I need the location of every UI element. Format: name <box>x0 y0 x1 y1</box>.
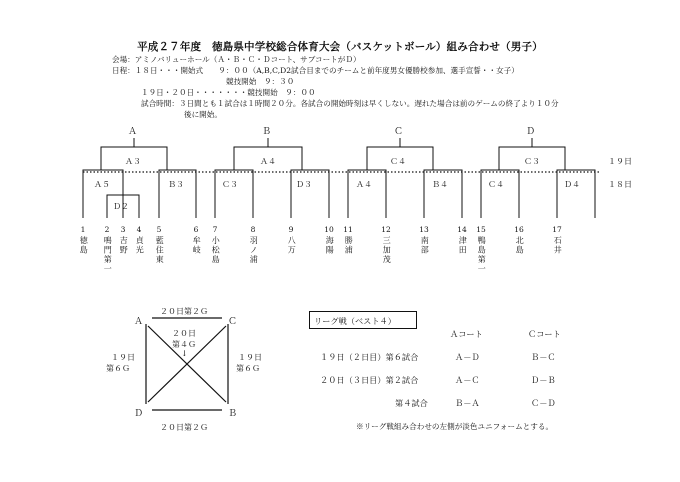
team-number: 7 <box>212 225 218 234</box>
schedule-line-3: １９日・２０日・・・・・・・競技開始 ９：００ <box>141 88 316 97</box>
league-bottom-label: ２０日第２Ｇ <box>160 423 208 432</box>
match-label-c4: Ｃ４ <box>390 157 406 166</box>
team-number: 4 <box>136 225 142 234</box>
day-label-18: １８日 <box>608 180 632 189</box>
row-2-c: Ｄ－Ｂ <box>531 375 556 385</box>
schedule-line-1: 日程：１８日・・・開始式 ９：００（A,B,C,D2試合目までのチームと前年度男女優勝校参加、選手宣誓・・女子） <box>112 66 519 75</box>
league-corner-a: Ａ <box>134 317 144 327</box>
row-3-c: Ｃ－Ｄ <box>531 398 556 408</box>
match-label-b3: Ｂ３ <box>168 180 184 189</box>
team-number: 13 <box>419 225 429 234</box>
team-number: 5 <box>156 225 162 234</box>
league-left-label-1: １９日 <box>111 353 135 362</box>
match-label-b4: Ｂ４ <box>432 180 448 189</box>
league-top-label: ２０日第２Ｇ <box>160 307 208 316</box>
block-label-a: Ａ <box>128 127 138 137</box>
team-name: 鴨島第一 <box>477 235 487 274</box>
match-label-a3: Ａ３ <box>125 157 141 166</box>
match-label-c3: Ｃ３ <box>524 157 540 166</box>
team-name: 羽ノ浦 <box>249 235 259 264</box>
league-corner-d: Ｄ <box>134 409 144 419</box>
page-title: 平成２７年度 徳島県中学校総合体育大会（バスケットボール）組み合わせ（男子） <box>137 41 543 53</box>
day-label-19: １９日 <box>608 157 632 166</box>
team-name: 南部 <box>420 235 430 255</box>
league-center-label-1: ２０日 <box>172 329 196 338</box>
team-name: 藍住東 <box>155 235 165 264</box>
team-name: 三加茂 <box>382 235 392 264</box>
block-label-b: Ｂ <box>262 127 272 137</box>
row-1-c: Ｂ－Ｃ <box>531 352 556 362</box>
row-1-label: １９日（２日目）第６試合 <box>320 352 419 362</box>
match-label-c3-b: Ｃ３ <box>222 180 238 189</box>
schedule-line-2: 競技開始 ９：３０ <box>226 77 295 86</box>
col-header-a-court: Ａコート <box>450 329 483 339</box>
league-right-label-1: １９日 <box>238 353 262 362</box>
league-note: ※リーグ戦組み合わせの左側が淡色ユニフォームとする。 <box>356 422 554 431</box>
row-2-a: Ａ－Ｃ <box>455 375 480 385</box>
team-number: 14 <box>457 225 467 234</box>
venue-text: 会場：アミノバリューホール（Ａ・Ｂ・Ｃ・Ｄコート、サブコートがＤ） <box>112 55 361 64</box>
team-name: 津田 <box>458 235 468 255</box>
team-number: 11 <box>343 225 353 234</box>
team-name: 勝浦 <box>344 235 354 255</box>
team-name: 石井 <box>553 235 563 255</box>
team-name: 徳島 <box>79 235 89 255</box>
row-2-label: ２０日（３日目）第２試合 <box>320 375 419 385</box>
league-corner-b: Ｂ <box>228 409 238 419</box>
match-label-d2: Ｄ２ <box>113 202 129 211</box>
team-name: 牟岐 <box>192 235 202 255</box>
block-label-d: Ｄ <box>526 127 536 137</box>
team-name: 小松島 <box>211 235 221 264</box>
team-name: 貞光 <box>135 235 145 255</box>
team-number: 17 <box>552 225 562 234</box>
row-1-a: Ａ－Ｄ <box>455 352 480 362</box>
team-number: 3 <box>120 225 126 234</box>
league-table-title: リーグ戦（ベスト４） <box>309 311 417 329</box>
league-center-label-2: 第４Ｇ <box>172 340 196 349</box>
team-number: 6 <box>193 225 199 234</box>
team-name: 吉野 <box>119 235 129 255</box>
team-number: 1 <box>80 225 86 234</box>
match-label-a4: Ａ４ <box>260 157 276 166</box>
league-right-label-2: 第６Ｇ <box>236 364 260 373</box>
block-label-c: Ｃ <box>394 127 404 137</box>
match-label-d3: Ｄ３ <box>296 180 312 189</box>
team-number: 2 <box>104 225 110 234</box>
match-time-line-2: 後に開始。 <box>184 110 222 119</box>
team-number: 9 <box>288 225 294 234</box>
team-name: 鳴門第一 <box>103 235 113 274</box>
match-label-d4: Ｄ４ <box>564 180 580 189</box>
match-time-line-1: 試合時間：３日間とも１試合は１時間２０分。各試合の開始時刻は早くしない。遅れた場合は前のゲームの終了より１０分 <box>141 99 559 108</box>
league-left-label-2: 第６Ｇ <box>106 364 130 373</box>
team-number: 8 <box>250 225 256 234</box>
team-number: 15 <box>476 225 486 234</box>
row-3-label: 第４試合 <box>395 398 428 408</box>
row-3-a: Ｂ－Ａ <box>455 398 480 408</box>
league-corner-c: Ｃ <box>228 317 238 327</box>
down-arrow-icon: ↓ <box>181 349 188 358</box>
col-header-c-court: Ｃコート <box>528 329 561 339</box>
team-name: 八万 <box>287 235 297 255</box>
team-number: 10 <box>324 225 334 234</box>
team-name: 北島 <box>515 235 525 255</box>
team-number: 12 <box>381 225 391 234</box>
team-name: 海陽 <box>325 235 335 255</box>
match-label-c4-b: Ｃ４ <box>488 180 504 189</box>
team-number: 16 <box>514 225 524 234</box>
match-label-a5: Ａ５ <box>94 180 110 189</box>
match-label-a4-b: Ａ４ <box>356 180 372 189</box>
